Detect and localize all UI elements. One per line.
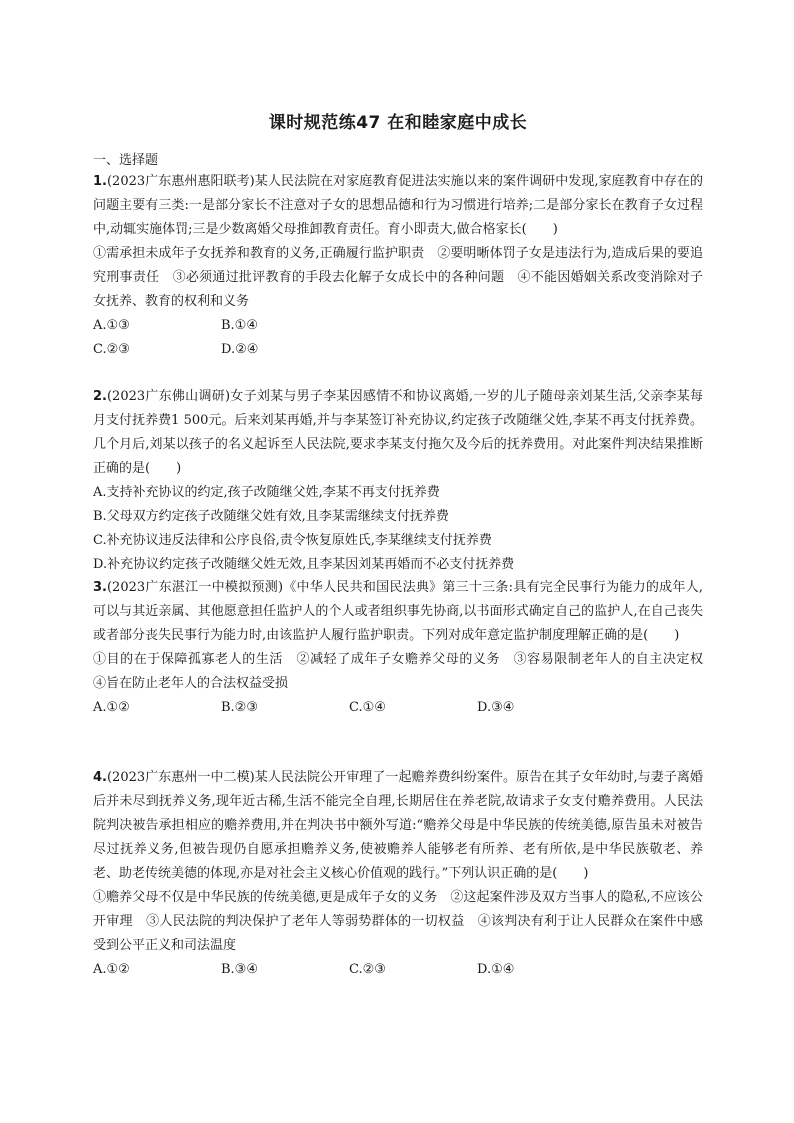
option-a[interactable]: A.①③ [93,318,130,333]
question-text: (2023广东惠州惠阳联考)某人民法院在对家庭教育促进法实施以来的案件调研中发现,家庭教育中存在的问题主要有三类:一是部分家长不注意对子女的思想品德和行为习惯进行培养;二是部分家长在教育子女过程中,动辄实施体罚;三是少数离婚父母推卸教育责任。育小即责大,做合格家长( ) [93,174,703,237]
options [93,314,703,362]
section-heading: 一、选择题 [93,153,159,168]
option-b[interactable]: B.父母双方约定孩子改随继父姓有效,且李某需继续支付抚养费 [93,509,449,524]
question-number: 3. [93,580,107,595]
option-c[interactable]: C.②③ [349,962,386,977]
question-stem [93,385,703,481]
option-b[interactable]: B.①④ [221,318,258,333]
page-title: 课时规范练47 在和睦家庭中成长 [268,113,528,133]
question-stem [93,766,703,886]
option-d[interactable]: D.①④ [477,962,515,977]
question-text: (2023广东惠州一中二模)某人民法院公开审理了一起赡养费纠纷案件。原告在其子女年幼时,与妻子离婚后并未尽到抚养义务,现年近古稀,生活不能完全自理,长期居住在养老院,故请求子女支付赡养费用。人民法院判决被告承担相应的赡养费用,并在判决书中额外写道:“赡养父母是中华民族的传统美德,原告虽未对被告尽过抚养义务,但被告现仍自愿承担赡养义务,使被赡养人能够老有所养、老有所依,是中华民族敬老、养老、助老传统美德的体现,亦是对社会主义核心价值观的践行。”下列认识正确的是( ) [93,770,703,881]
question-statements: ①目的在于保障孤寡老人的生活 ②减轻了成年子女赡养父母的义务 ③容易限制老年人的自主决定权 ④旨在防止老年人的合法权益受损 [93,652,717,691]
question-number: 1. [93,174,107,189]
option-c[interactable]: C.①④ [349,700,386,715]
options [93,958,703,982]
question-number: 2. [93,389,107,404]
option-c[interactable]: C.补充协议违反法律和公序良俗,责令恢复原姓氏,李某继续支付抚养费 [93,533,492,548]
question-number: 4. [93,770,107,785]
option-b[interactable]: B.③④ [221,962,258,977]
question-stem [93,576,703,648]
question-4 [93,766,703,982]
question-2 [93,385,703,577]
question-text: (2023广东湛江一中模拟预测)《中华人民共和国民法典》第三十三条:具有完全民事行为能力的成年人,可以与其近亲属、其他愿意担任监护人的个人或者组织事先协商,以书面形式确定自己的监护人,在自己丧失或者部分丧失民事行为能力时,由该监护人履行监护职责。下列对成年意定监护制度理解正确的是( ) [93,580,703,643]
option-d[interactable]: D.③④ [477,700,515,715]
option-c[interactable]: C.②③ [93,342,130,357]
option-d[interactable]: D.②④ [221,342,259,357]
option-a[interactable]: A.支持补充协议的约定,孩子改随继父姓,李某不再支付抚养费 [93,485,440,500]
option-d[interactable]: D.补充协议约定孩子改随继父姓无效,且李某因刘某再婚而不必支付抚养费 [93,557,515,572]
question-1 [93,170,703,362]
question-3 [93,576,717,720]
question-statements: ①需承担未成年子女抚养和教育的义务,正确履行监护职责 ②要明晰体罚子女是违法行为,造成后果的要追究刑事责任 ③必须通过批评教育的手段去化解子女成长中的各种问题 ④不能因婚姻关系改变消除对子女抚养、教育的权利和义务 [93,246,703,309]
question-statements: ①赡养父母不仅是中华民族的传统美德,更是成年子女的义务 ②这起案件涉及双方当事人的隐私,不应该公开审理 ③人民法院的判决保护了老年人等弱势群体的一切权益 ④该判决有利于让人民群众在案件中感受到公平正义和司法温度 [93,890,703,953]
question-stem [93,170,703,242]
question-text: (2023广东佛山调研)女子刘某与男子李某因感情不和协议离婚,一岁的儿子随母亲刘某生活,父亲李某每月支付抚养费1 500元。后来刘某再婚,并与李某签订补充协议,约定孩子改随继父姓,李某不再支付抚养费。几个月后,刘某以孩子的名义起诉至人民法院,要求李某支付拖欠及今后的抚养费用。对此案件判决结果推断正确的是( ) [93,389,703,476]
option-b[interactable]: B.②③ [221,700,258,715]
option-a[interactable]: A.①② [93,962,130,977]
options [93,696,703,720]
option-a[interactable]: A.①② [93,700,130,715]
